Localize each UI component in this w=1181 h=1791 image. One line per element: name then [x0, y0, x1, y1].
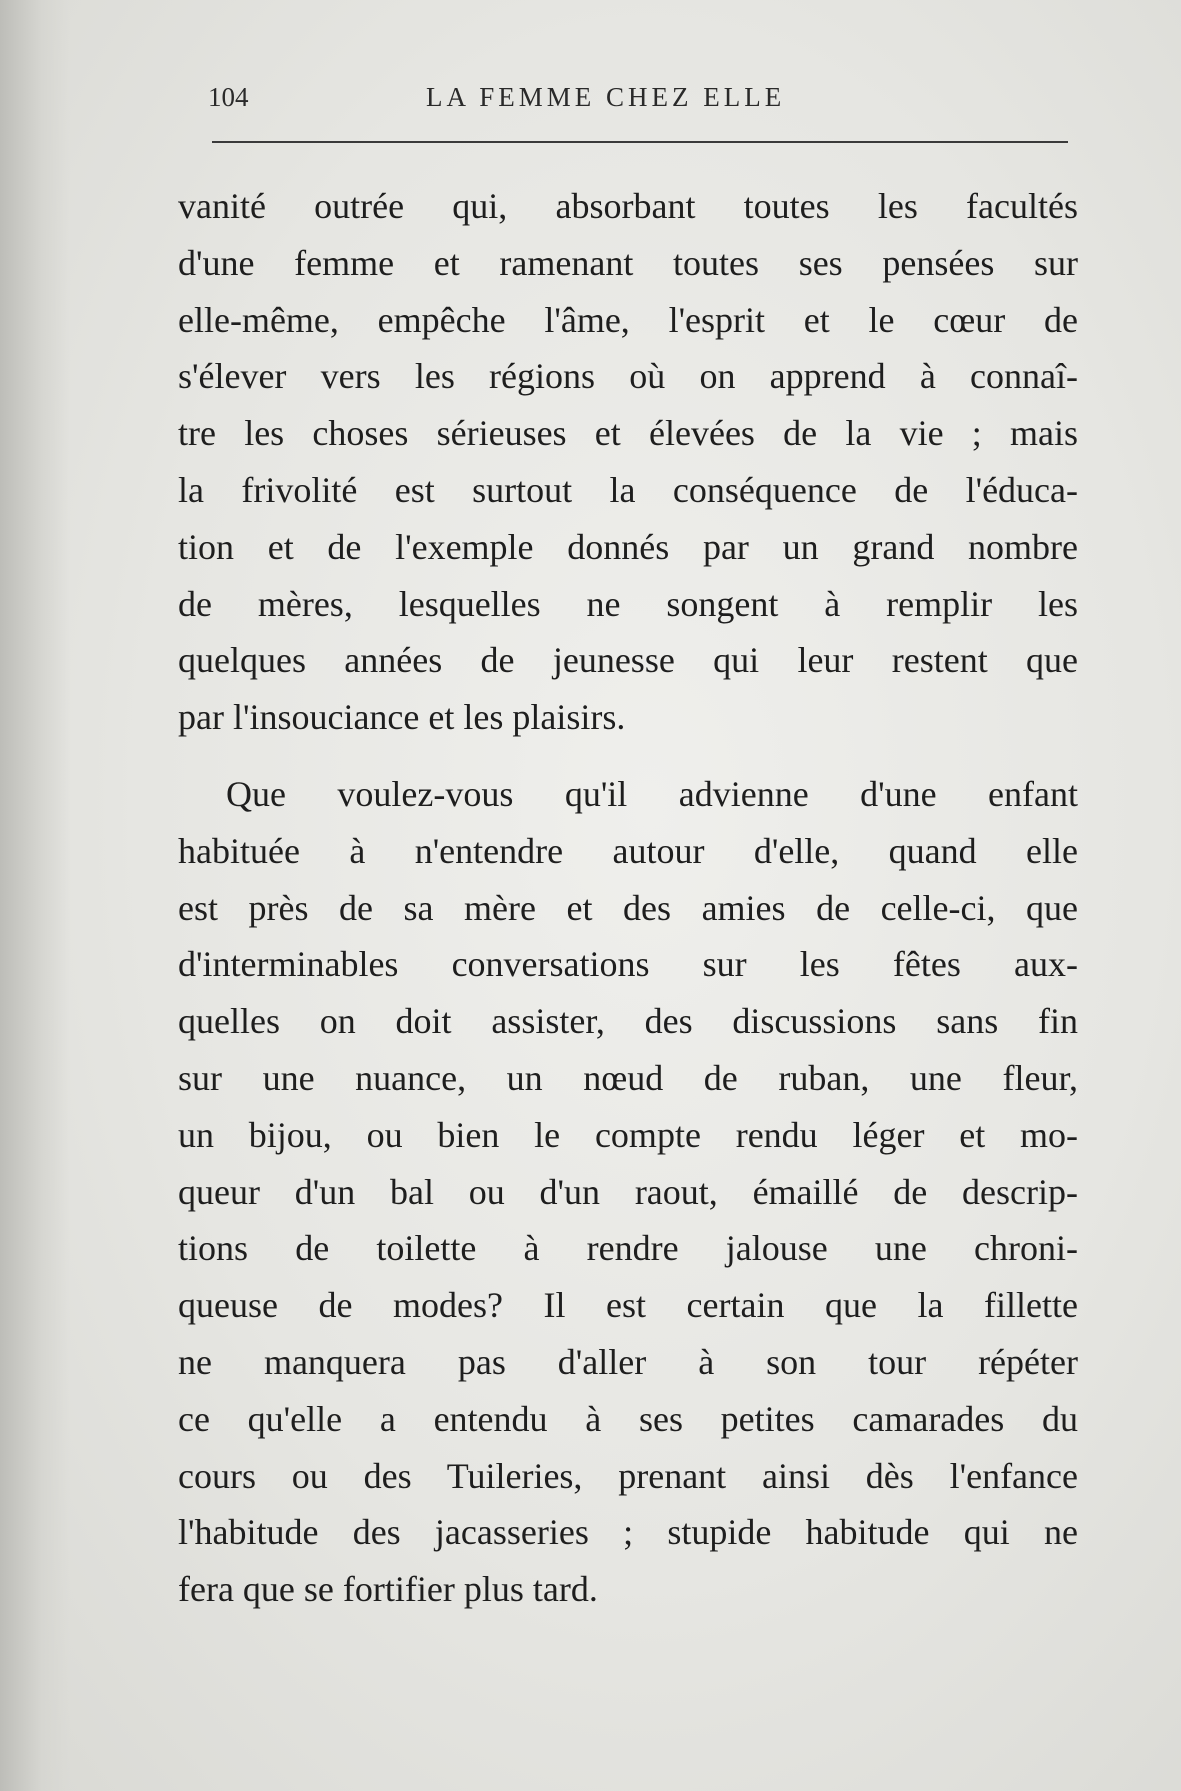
text-line: s'élever vers les régions où on apprend à connaî-: [178, 356, 1078, 397]
text-line: tre les choses sérieuses et élevées de la vie ; mais: [178, 413, 1078, 454]
text-line: queur d'un bal ou d'un raout, émaillé de descrip-: [178, 1171, 1078, 1212]
text-line: ne manquera pas d'aller à son tour répéter: [178, 1341, 1078, 1382]
text-line: un bijou, ou bien le compte rendu léger et mo-: [178, 1114, 1078, 1155]
paragraph-2: [178, 766, 1078, 1618]
paragraph-gap: [178, 746, 1078, 766]
page-number: 104: [208, 82, 249, 112]
text-line: d'une femme et ramenant toutes ses pensées sur: [178, 242, 1078, 283]
text-line: cours ou des Tuileries, prenant ainsi dès l'enfance: [178, 1455, 1078, 1496]
text-line: quelles on doit assister, des discussions sans fin: [178, 1001, 1078, 1042]
text-line: elle-même, empêche l'âme, l'esprit et le cœur de: [178, 299, 1078, 340]
text-line: de mères, lesquelles ne songent à remplir les: [178, 583, 1078, 624]
text-line: l'habitude des jacasseries ; stupide habitude qui ne: [178, 1512, 1078, 1553]
text-line: Que voulez-vous qu'il advienne d'une enfant: [226, 773, 1078, 814]
text-line: vanité outrée qui, absorbant toutes les facultés: [178, 186, 1078, 226]
running-head: [208, 82, 1070, 122]
text-line: par l'insouciance et les plaisirs.: [178, 697, 626, 738]
text-line: fera que se fortifier plus tard.: [178, 1569, 598, 1610]
text-line: sur une nuance, un nœud de ruban, une fleur,: [178, 1057, 1078, 1098]
page-gutter-shadow: [0, 0, 70, 1791]
text-line: queuse de modes? Il est certain que la fillette: [178, 1285, 1078, 1326]
text-line: ce qu'elle a entendu à ses petites camarades du: [178, 1398, 1078, 1439]
text-line: est près de sa mère et des amies de celle-ci, que: [178, 887, 1078, 928]
running-title: LA FEMME CHEZ ELLE: [426, 82, 786, 112]
text-line: d'interminables conversations sur les fêtes aux-: [178, 944, 1078, 985]
text-line: la frivolité est surtout la conséquence de l'éduca-: [178, 469, 1078, 510]
text-line: quelques années de jeunesse qui leur restent que: [178, 640, 1078, 681]
paragraph-1: [178, 178, 1078, 746]
text-line: tion et de l'exemple donnés par un grand nombre: [178, 526, 1078, 567]
body-text: [178, 178, 1078, 1618]
text-line: habituée à n'entendre autour d'elle, quand elle: [178, 830, 1078, 871]
header-rule: [212, 141, 1068, 143]
text-line: tions de toilette à rendre jalouse une chroni-: [178, 1228, 1078, 1269]
